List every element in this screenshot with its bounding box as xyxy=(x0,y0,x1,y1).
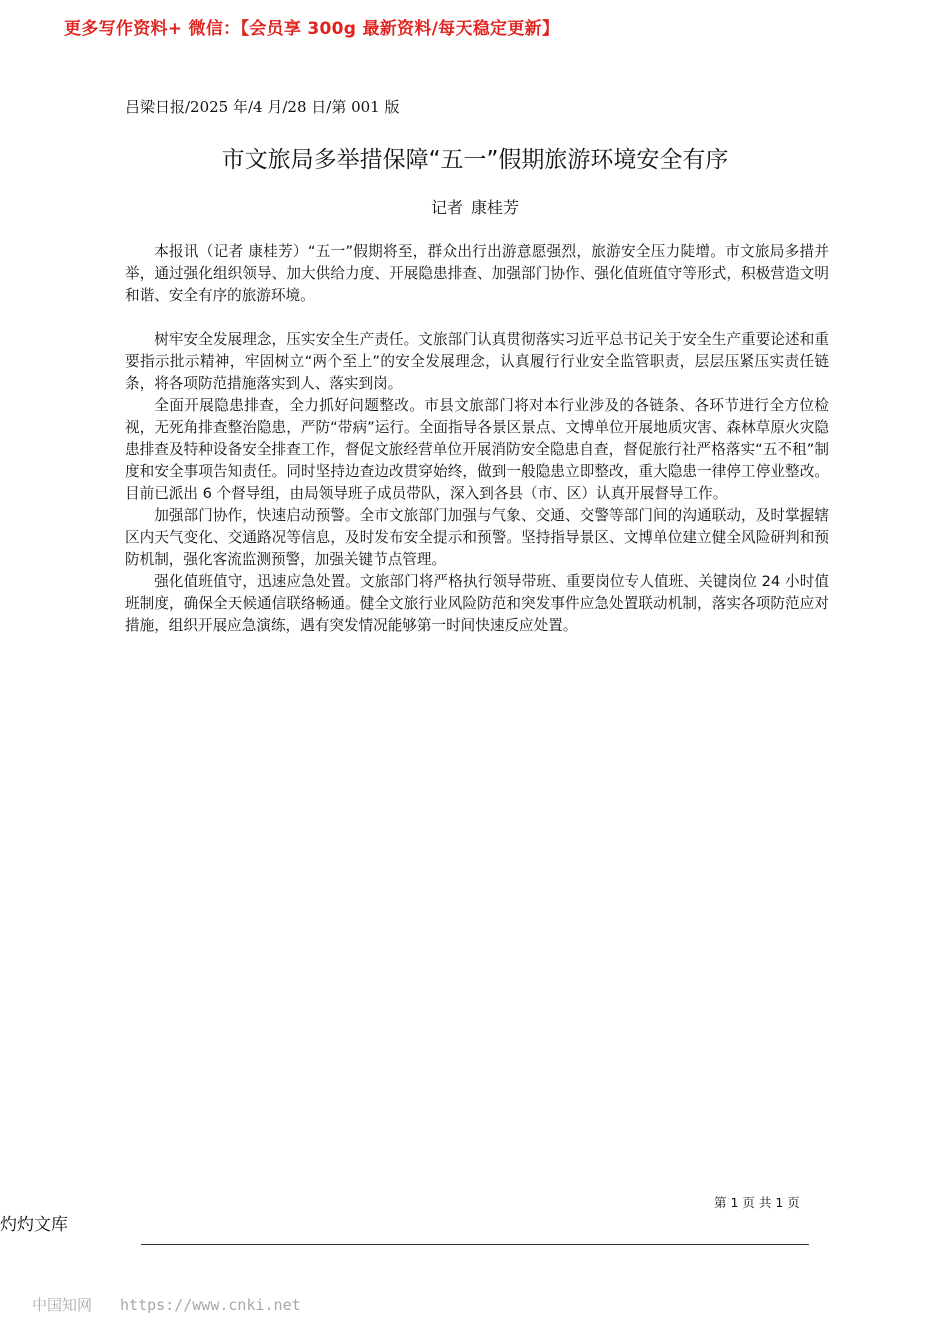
byline xyxy=(0,195,950,218)
page-number: 第 1 页 共 1 页 xyxy=(714,1195,800,1210)
library-name: 灼灼文库 xyxy=(0,1215,68,1235)
body-paragraph: 全面开展隐患排查，全力抓好问题整改。市县文旅部门将对本行业涉及的各链条、各环节进行全方位检视，无死角排查整治隐患，严防“带病”运行。全面指导各景区景点、文博单位开展地质灾害、森林草原火灾隐患排查及特种设备安全排查工作，督促文旅经营单位开展消防安全隐患自查，督促旅行社严格落实“五不租”制度和安全事项告知责任。同时坚持边查边改贯穿始终，做到一般隐患立即整改，重大隐患一律停工停业整改。目前已派出 6 个督导组，由局领导班子成员带队，深入到各县（市、区）认真开展督导工作。 xyxy=(125,397,829,502)
article-body xyxy=(125,241,829,637)
watermark-name: 中国知网 xyxy=(32,1296,93,1314)
promo-banner[interactable]: 更多写作资料+ 微信：【会员享 300g 最新资料/每天稳定更新】 xyxy=(64,19,560,39)
publication-source: 吕梁日报/2025 年/4 月/28 日/第 001 版 xyxy=(125,98,400,116)
article-title: 市文旅局多举措保障“五一”假期旅游环境安全有序 xyxy=(221,147,729,173)
lead-paragraph: 本报讯（记者 康桂芳）“五一”假期将至，群众出行出游意愿强烈，旅游安全压力陡增。市文旅局多措并举，通过强化组织领导、加大供给力度、开展隐患排查、加强部门协作、强化值班值守等形式，积极营造文明和谐、安全有序的旅游环境。 xyxy=(125,243,829,304)
source-watermark xyxy=(32,1294,301,1315)
byline-name: 康桂芳 xyxy=(471,198,520,217)
body-paragraph: 加强部门协作，快速启动预警。全市文旅部门加强与气象、交通、交警等部门间的沟通联动，及时掌握辖区内天气变化、交通路况等信息，及时发布安全提示和预警。坚持指导景区、文博单位建立健全风险研判和预防机制，强化客流监测预警，加强关键节点管理。 xyxy=(125,507,829,568)
footer-divider xyxy=(141,1244,809,1245)
byline-role: 记者 xyxy=(430,198,463,217)
body-paragraph: 树牢安全发展理念，压实安全生产责任。文旅部门认真贯彻落实习近平总书记关于安全生产重要论述和重要指示批示精神，牢固树立“两个至上”的安全发展理念，认真履行行业安全监管职责，层层压紧压实责任链条，将各项防范措施落实到人、落实到岗。 xyxy=(125,331,829,392)
watermark-url[interactable]: https://www.cnki.net xyxy=(120,1296,301,1314)
body-paragraph: 强化值班值守，迅速应急处置。文旅部门将严格执行领导带班、重要岗位专人值班、关键岗位 24 小时值班制度，确保全天候通信联络畅通。健全文旅行业风险防范和突发事件应急处置联动机制，落实各项防范应对措施，组织开展应急演练，遇有突发情况能够第一时间快速反应处置。 xyxy=(125,573,829,634)
